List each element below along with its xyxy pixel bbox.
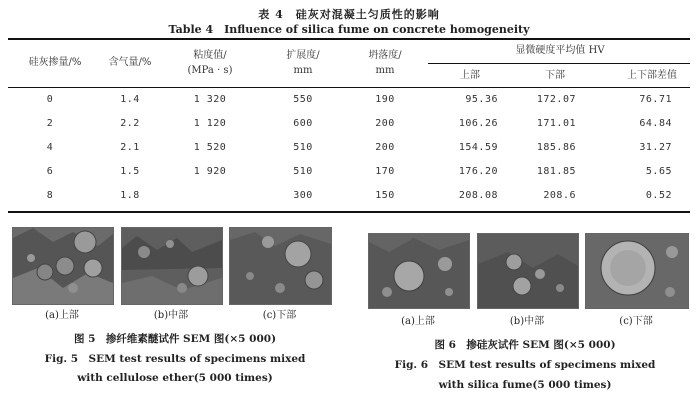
cell-spread: 550 (293, 94, 313, 105)
cell-upper: 154.59 (458, 142, 498, 153)
cell-air: 2.2 (120, 118, 140, 129)
cell-silica: 4 (46, 142, 54, 153)
cell-diff: 31.27 (639, 142, 672, 153)
figure5-caption-zh: 图 5 掺纤维素醚试件 SEM 图(×5 000) (73, 333, 277, 345)
cell-silica: 8 (46, 190, 54, 201)
cell-spread: 510 (293, 166, 313, 177)
cell-lower: 171.01 (536, 118, 576, 129)
table-group-rule (428, 63, 690, 64)
figure6-label-b: (b)中部 (509, 316, 545, 327)
cell-air: 1.4 (120, 94, 140, 105)
table-header-rule (8, 87, 690, 88)
figure6-image-c (585, 233, 689, 309)
cell-diff: 76.71 (639, 94, 672, 105)
figure5-label-b: (b)中部 (153, 310, 189, 321)
cell-slump: 170 (375, 166, 395, 177)
cell-silica: 6 (46, 166, 54, 177)
header-silica: 硅灰掺量/% (28, 57, 82, 68)
figure5-image-c (229, 227, 332, 305)
header-diff: 上下部差值 (627, 70, 677, 81)
figure6-caption-zh: 图 6 掺硅灰试件 SEM 图(×5 000) (434, 339, 616, 351)
table-caption-en: Table 4 Influence of silica fume on concrete homogeneity (168, 23, 530, 36)
cell-air: 1.5 (120, 166, 140, 177)
sem-micrograph-icon (13, 228, 113, 304)
cell-slump: 200 (375, 118, 395, 129)
cell-lower: 208.6 (543, 190, 576, 201)
table-top-rule (8, 38, 690, 40)
cell-spread: 600 (293, 118, 313, 129)
cell-air: 2.1 (120, 142, 140, 153)
figure5-image-a (12, 227, 114, 305)
figure6-image-b (477, 233, 579, 309)
cell-air: 1.8 (120, 190, 140, 201)
header-slump-line1: 坍落度/ (368, 50, 402, 61)
figure5-label-a: (a)上部 (45, 310, 79, 321)
cell-diff: 5.65 (645, 166, 672, 177)
header-hardness-group: 显微硬度平均值 HV (515, 45, 605, 56)
cell-silica: 0 (46, 94, 54, 105)
cell-upper: 176.20 (458, 166, 498, 177)
cell-slump: 190 (375, 94, 395, 105)
figure5-caption-en-line2: with cellulose ether(5 000 times) (77, 372, 273, 384)
sem-micrograph-icon (230, 228, 331, 304)
header-spread-line1: 扩展度/ (286, 50, 320, 61)
cell-lower: 181.85 (536, 166, 576, 177)
header-air: 含气量/% (108, 57, 152, 68)
sem-micrograph-icon (369, 234, 469, 308)
sem-micrograph-icon (122, 228, 222, 304)
cell-diff: 64.84 (639, 118, 672, 129)
cell-slump: 150 (375, 190, 395, 201)
header-lower: 下部 (545, 70, 565, 81)
cell-lower: 172.07 (536, 94, 576, 105)
cell-lower: 185.86 (536, 142, 576, 153)
cell-upper: 208.08 (458, 190, 498, 201)
table-bottom-rule (8, 211, 690, 213)
table-caption-zh: 表 4 硅灰对混凝土匀质性的影响 (258, 8, 440, 21)
figure5-label-c: (c)下部 (262, 310, 297, 321)
figure5-caption-en-line1: Fig. 5 SEM test results of specimens mixed (44, 353, 306, 365)
sem-micrograph-icon (478, 234, 578, 308)
figure6-label-a: (a)上部 (401, 316, 435, 327)
cell-upper: 95.36 (465, 94, 498, 105)
cell-spread: 300 (293, 190, 313, 201)
cell-diff: 0.52 (645, 190, 672, 201)
figure6-caption-en-line2: with silica fume(5 000 times) (438, 379, 612, 391)
cell-upper: 106.26 (458, 118, 498, 129)
figure6-label-c: (c)下部 (619, 316, 653, 327)
sem-micrograph-icon (586, 234, 688, 308)
cell-slump: 200 (375, 142, 395, 153)
header-viscosity-line2: (MPa · s) (187, 65, 233, 76)
cell-viscosity: 1 520 (193, 142, 227, 153)
header-viscosity-line1: 粘度值/ (193, 50, 227, 61)
header-upper: 上部 (460, 70, 480, 81)
cell-viscosity: 1 920 (193, 166, 227, 177)
cell-viscosity: 1 120 (193, 118, 227, 129)
header-spread-line2: mm (293, 65, 313, 76)
header-slump-line2: mm (375, 65, 395, 76)
cell-viscosity: 1 320 (193, 94, 227, 105)
cell-silica: 2 (46, 118, 54, 129)
cell-spread: 510 (293, 142, 313, 153)
figure6-caption-en-line1: Fig. 6 SEM test results of specimens mixed (394, 359, 656, 371)
figure5-image-b (121, 227, 223, 305)
figure6-image-a (368, 233, 470, 309)
